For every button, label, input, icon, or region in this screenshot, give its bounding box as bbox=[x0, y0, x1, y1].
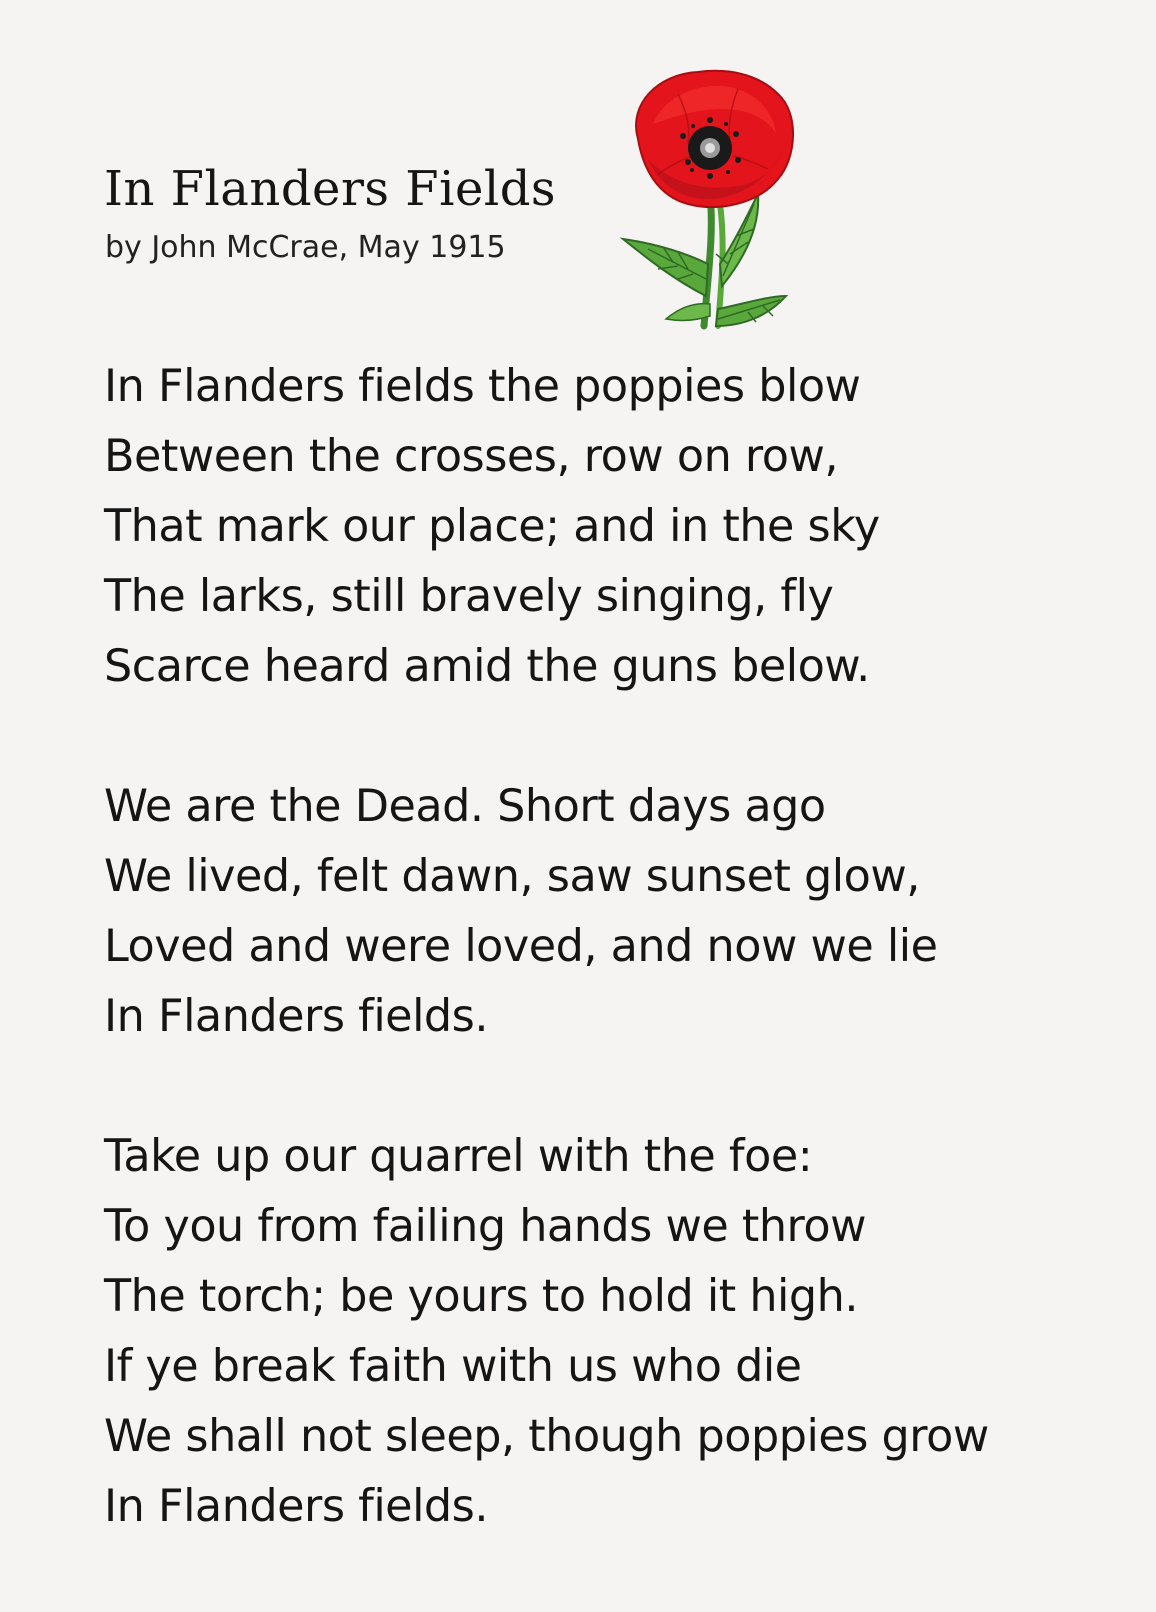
poem-line: In Flanders fields. bbox=[104, 1481, 489, 1532]
poem-line: To you from failing hands we throw bbox=[104, 1201, 866, 1252]
poem-line: We are the Dead. Short days ago bbox=[104, 781, 826, 832]
poem-line: The larks, still bravely singing, fly bbox=[104, 571, 834, 622]
poem-line: Between the crosses, row on row, bbox=[104, 431, 839, 482]
poem-title: In Flanders Fields bbox=[104, 161, 557, 217]
poem-line: We shall not sleep, though poppies grow bbox=[104, 1411, 989, 1462]
poem-line: That mark our place; and in the sky bbox=[104, 501, 880, 552]
poem-line: The torch; be yours to hold it high. bbox=[104, 1271, 858, 1322]
poem-line: Take up our quarrel with the foe: bbox=[104, 1131, 813, 1182]
poem-line: In Flanders fields. bbox=[104, 991, 489, 1042]
stanza-1 bbox=[104, 352, 989, 702]
poem-line: Scarce heard amid the guns below. bbox=[104, 641, 870, 692]
poem-line: We lived, felt dawn, saw sunset glow, bbox=[104, 851, 920, 902]
poem-line: In Flanders fields the poppies blow bbox=[104, 361, 861, 412]
poppy-flower-icon bbox=[618, 64, 808, 334]
poem-line: Loved and were loved, and now we lie bbox=[104, 921, 938, 972]
stanza-2 bbox=[104, 772, 989, 1052]
poem-body bbox=[104, 352, 989, 1612]
stanza-3 bbox=[104, 1122, 989, 1542]
poem-byline: by John McCrae, May 1915 bbox=[105, 230, 506, 265]
poem-line: If ye break faith with us who die bbox=[104, 1341, 802, 1392]
